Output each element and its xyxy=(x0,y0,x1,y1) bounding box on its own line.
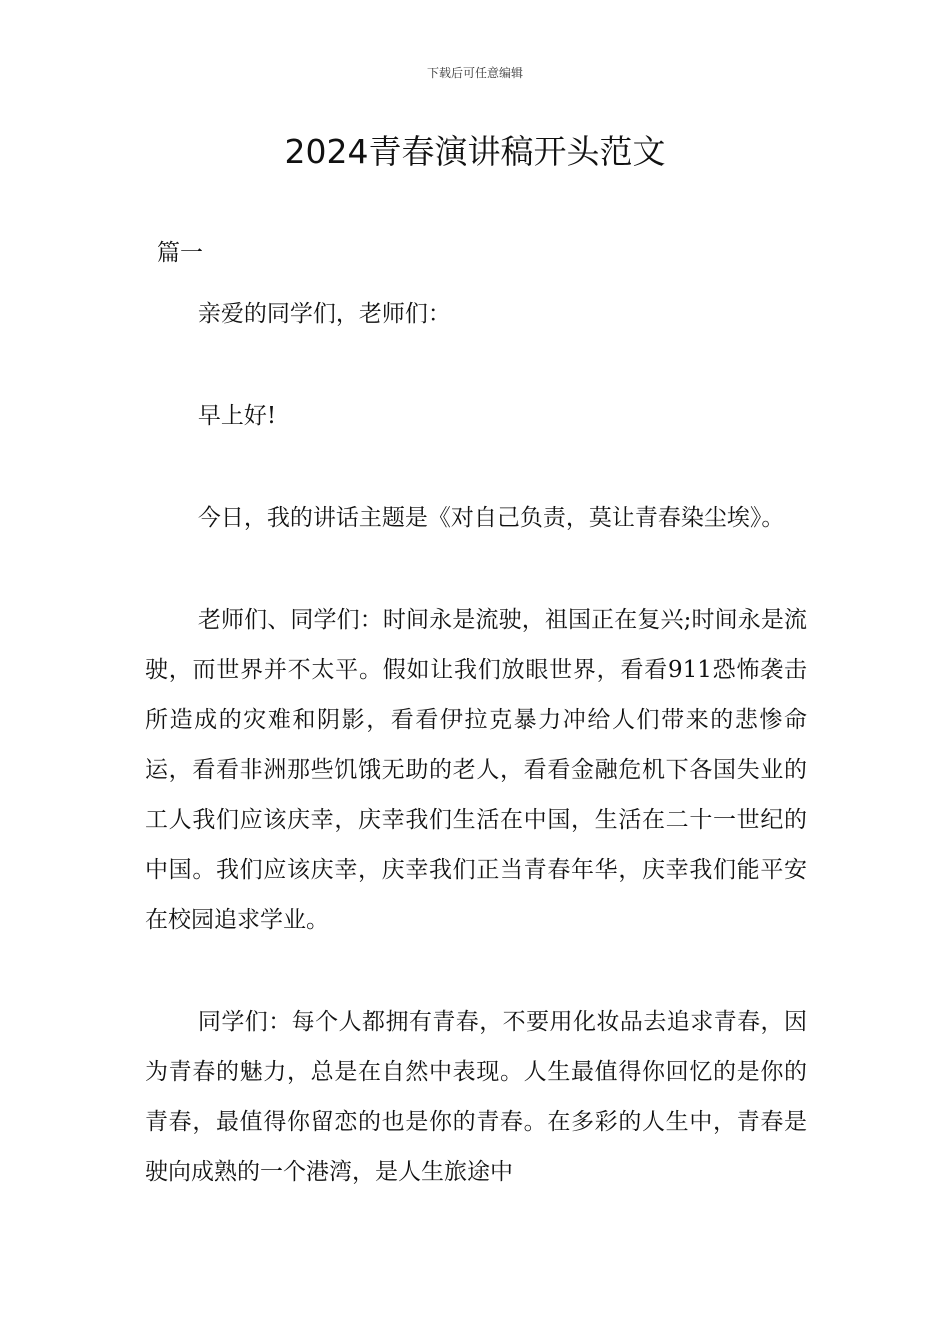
paragraph-youth: 同学们：每个人都拥有青春，不要用化妆品去追求青春，因为青春的魅力，总是在自然中表现。人生最值得你回忆的是你的青春，最值得你留恋的也是你的青春。在多彩的人生中，青春是驶向成熟的一个港湾，是人生旅途中 xyxy=(145,1009,807,1185)
header-note: 下载后可任意编辑 xyxy=(426,66,523,80)
paragraph-topic: 今日，我的讲话主题是《对自己负责，莫让青春染尘埃》。 xyxy=(197,505,785,531)
paragraph-morning: 早上好! xyxy=(197,403,277,429)
section-label: 篇一 xyxy=(157,240,203,266)
paragraph-greeting: 亲爱的同学们，老师们： xyxy=(197,301,451,327)
document-title: 2024青春演讲稿开头范文 xyxy=(284,132,666,171)
document-body xyxy=(145,289,807,1197)
paragraph-times: 老师们、同学们：时间永是流驶，祖国正在复兴;时间永是流驶，而世界并不太平。假如让我们放眼世界，看看911恐怖袭击所造成的灾难和阴影，看看伊拉克暴力冲给人们带来的悲惨命运，看看非洲那些饥饿无助的老人，看看金融危机下各国失业的工人我们应该庆幸，庆幸我们生活在中国，生活在二十一世纪的中国。我们应该庆幸，庆幸我们正当青春年华，庆幸我们能平安在校园追求学业。 xyxy=(145,607,807,933)
